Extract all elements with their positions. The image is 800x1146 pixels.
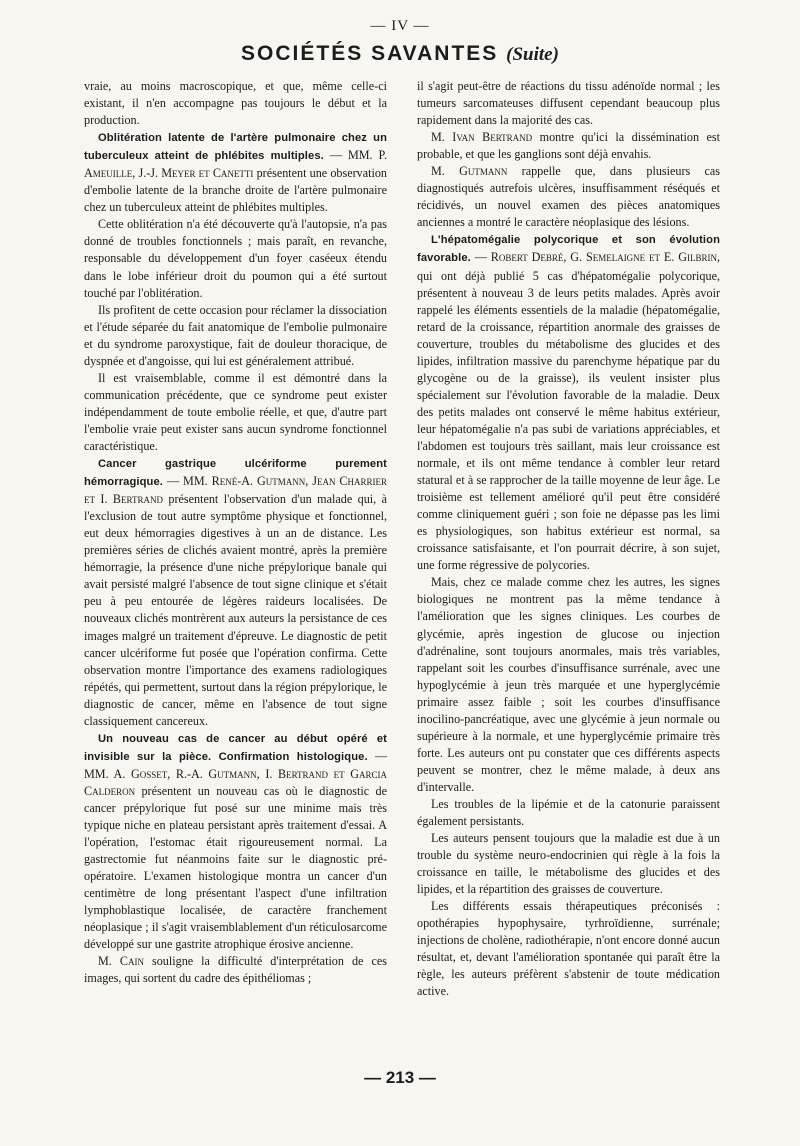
section-text: présentent l'observation d'un malade qui, à l'exclusion de tout autre symptôme physique et fonctionnel, eut deux hémorragies digestives à un an de distance. Les premières séries de clichés avaient montré, après la première hémorragie, la présence d'une niche prépylorique banale qui avait persisté malgré l'absence de tout signe clinique et s'était peu à peu entourée de légères raideurs localisées. De nouveaux clichés montrèrent aux auteurs la persistance de ces images malgré un traitement d'épreuve. Le diagnostic de petit cancer ulcériforme fut posée que l'opération confirma. Cette observation montre l'importance des examens radiologiques répétés, qui permettent, surtout dans la région prépylorique, le diagnostic de cancer, même en l'absence de tout signe classiquement cancereux.: [84, 492, 387, 728]
paragraph: Les auteurs pensent toujours que la maladie est due à un trouble du système neuro-endocrinien qui règle à la fois la croissance en taille, le métabolisme des glucides et des lipides, et la répartition des graisses de couverture.: [417, 831, 720, 897]
section-heading: L'hépatomégalie polycorique et son évolution favorable.: [417, 234, 720, 265]
paragraph-text: rappelle que, dans plusieurs cas diagnostiqués autrefois ulcères, insuffisamment réséqués et récidivés, un nouvel examen des pièces anatomiques anciennes a montré le caractère néoplasique des lésions.: [417, 164, 720, 230]
section-text: , qui ont déjà publié 5 cas d'hépatomégalie polycorique, présentent à nouveau 3 de leurs petits malades. Après avoir rappelé les éléments essentiels de la maladie (hépatomégalie, retard de la croissance, répartition anormale des graisses de couverture, troubles du métabolisme des glucides et des lipides, infiltration massive du parenchyme hépatique par du glycogène ou de la graisse), ils veulent insister plus spécialement sur l'évolution favorable de la maladie. Deux des petits malades ont conservé le même habitus extérieur, leur hépatomégalie n'a pas subi de variations appréciables, et l'abdomen est toujours très saillant, mais leur croissance est normale, et ils ont même tendance à combler leur retard statural et à se rapprocher de la taille moyenne de leur âge. Le troisième est tellement amélioré qu'il peut être considéré comme cliniquement guéri ; son foie ne dépasse pas les limi es physiologiques, son habitus extérieur est normal, sa croissance satisfaisante, et l'on pourrait décrire, à son sujet, une forme régressive de polycories.: [417, 250, 721, 573]
section-text: présentent un nouveau cas où le diagnostic de cancer prépylorique fut posé sur une minime mais très typique niche en plateau persistant après traitement d'essai. A l'opération, l'estomac était rigoureusement normal. La gastrectomie fut néanmoins faite sur le diagnostic pré-opératoire. L'examen histologique montra un cancer d'un centimètre de long présentant l'aspect d'une infiltration lymphoblastique localisée, de caractère franchement néoplasique ; il s'agit vraisemblablement d'un réticulosarcome développé sur une gastrite atrophique érosive ancienne.: [84, 783, 387, 952]
authors: M. Ivan Bertrand: [431, 130, 533, 145]
page-number: — 213 —: [364, 1068, 436, 1087]
roman-folio: — IV —: [370, 18, 430, 34]
section-paragraph: Un nouveau cas de cancer au début opéré et invisible sur la pièce. Confirmation histologique. — MM. A. Gosset, R.-A. Gutmann, I. Bertrand et Garcia Calderon présentent un nouveau cas où le diagnostic de cancer prépylorique fut posé sur une minime mais très typique niche en plateau persistant après traitement d'essai. A l'opération, l'estomac était rigoureusement normal. La gastrectomie fut néanmoins faite sur le diagnostic pré-opératoire. L'examen histologique montra un cancer d'un centimètre de long présentant l'aspect d'une infiltration lymphoblastique localisée, de caractère franchement néoplasique ; il s'agit vraisemblablement d'un réticulosarcome développé sur une gastrite atrophique érosive ancienne.: [84, 732, 387, 952]
paragraph: vraie, au moins macroscopique, et que, même celle-ci existant, il n'en accompagne pas toujours le début et la production.: [84, 79, 387, 128]
paragraph-text: souligne la difficulté d'interprétation de ces images, qui sortent du cadre des épithéliomas ;: [84, 954, 387, 986]
authors: MM. P. Ameuille, J.-J. Meyer et Canetti: [84, 148, 387, 181]
paragraph: il s'agit peut-être de réactions du tissu adénoïde normal ; les tumeurs sarcomateuses diffusent cependant beaucoup plus rapidement dans la majorité des cas.: [417, 79, 720, 128]
section-heading: Un nouveau cas de cancer au début opéré et invisible sur la pièce. Confirmation histologique.: [84, 732, 387, 763]
paragraph: Les différents essais thérapeutiques préconisés : opothérapies hypophysaire, tyrhroïdienne, surrénale; injections de cholène, radiothérapie, n'ont encore donné aucun résultat, et, devant l'amélioration spontanée qui paraît être la règle, les auteurs préfèrent s'abstenir de toute médication active.: [417, 899, 720, 999]
running-header: [0, 42, 800, 66]
section-paragraph: Cancer gastrique ulcériforme purement hémorragique. — MM. René-A. Gutmann, Jean Charrier et I. Bertrand présentent l'observation d'un malade qui, à l'exclusion de tout autre symptôme physique et fonctionnel, eut deux hémorragies digestives à un an de distance. Les premières séries de clichés avaient montré, après la première hémorragie, la présence d'une niche prépylorique banale qui avait persisté malgré l'absence de tout signe clinique et s'était peu à peu entourée de légères raideurs localisées. De nouveaux clichés montrèrent aux auteurs la persistance de ces images malgré un traitement d'épreuve. Le diagnostic de petit cancer ulcériforme fut posée que l'opération confirma. Cette observation montre l'importance des examens radiologiques répétés, qui permettent, surtout dans la région prépylorique, le diagnostic de cancer, même en l'absence de tout signe classiquement cancereux.: [84, 458, 387, 728]
authors: MM. René-A. Gutmann, Jean Charrier et I. Bertrand: [84, 474, 387, 507]
paragraph: Ils profitent de cette occasion pour réclamer la dissociation et l'étude séparée du fait anatomique de l'embolie pulmonaire et du syndrome paroxystique, fait de douleur thoracique, de dyspnée et d'angoisse, qui lui est généralement attribué.: [84, 302, 387, 368]
paragraph: Mais, chez ce malade comme chez les autres, les signes biologiques ne montrent pas la même tendance à l'amélioration que les signes cliniques. Les courbes de glycémie, après ingestion de glucose ou injection d'adrénaline, sont toujours anormales, mais très variables, rappelant soit les courbes d'insuffisance surrénale, avec une hypoglycémie à jeun très marquée et une hyperglycémie primaire assez faible ; soit les courbes d'insuffisance inocilino-pancréatique, avec une glycémie à jeun normale ou supérieure à la normale, et une hyperglycémie primaire très forte. Les auteurs ont pu constater que ces différents aspects peuvent se montrer, chez le même malade, à deux ans d'intervalle.: [417, 575, 720, 794]
authors: Robert Debré, G. Semelaigne et E. Gilbrin: [490, 250, 717, 265]
paragraph: [417, 163, 720, 231]
section-paragraph: Oblitération latente de l'artère pulmonaire chez un tuberculeux atteint de phlébites multiples. — MM. P. Ameuille, J.-J. Meyer et Canetti présentent une observation d'embolie latente de la branche droite de l'artère pulmonaire chez un tuberculeux atteint de phlébites multiples.: [84, 132, 387, 215]
paragraph: [84, 953, 387, 987]
paragraph: Les troubles de la lipémie et de la catonurie paraissent également persistants.: [417, 796, 720, 829]
paragraph: Cette oblitération n'a été découverte qu'à l'autopsie, n'a pas donné de troubles fonctionnels ; mais paraît, en revanche, responsable du développement d'un foyer caséeux étendu dans le lobe inférieur droit du poumon qui a été surtout touché par l'oblitération.: [84, 217, 387, 300]
section-heading: Oblitération latente de l'artère pulmonaire chez un tuberculeux atteint de phlébites multiples.: [84, 132, 387, 163]
paragraph-text: montre qu'ici la dissémination est probable, et que les ganglions sont déjà envahis.: [417, 130, 721, 162]
header-title: SOCIÉTÉS SAVANTES: [241, 42, 499, 65]
left-column: [84, 78, 387, 987]
section-text: présentent une observation d'embolie latente de la branche droite de l'artère pulmonaire chez un tuberculeux atteint de phlébites multiples.: [84, 166, 387, 215]
authors: M. Gutmann: [431, 164, 508, 179]
paragraph: Il est vraisemblable, comme il est démontré dans la communication précédente, que ce syndrome peut exister indépendamment de toute embolie réelle, et que, d'autre part l'embolie vraie peut exister sans aucun syndrome fonctionnel caractéristique.: [84, 370, 387, 453]
header-suite: (Suite): [506, 44, 559, 65]
authors: M. Cain: [98, 954, 144, 969]
authors: MM. A. Gosset, R.-A. Gutmann, I. Bertrand et Garcia Calderon: [84, 766, 387, 798]
right-column: [417, 78, 720, 1001]
section-paragraph: L'hépatomégalie polycorique et son évolution favorable. — Robert Debré, G. Semelaigne et E. Gilbrin, qui ont déjà publié 5 cas d'hépatomégalie polycorique, présentent à nouveau 3 de leurs petits malades. Après avoir rappelé les éléments essentiels de la maladie (hépatomégalie, retard de la croissance, répartition anormale des graisses de couverture, troubles du métabolisme des glucides et des lipides, infiltration massive du parenchyme hépatique par du glycogène ou de la graisse), ils veulent insister plus spécialement sur l'évolution favorable de la maladie. Deux des petits malades ont conservé le même habitus extérieur, leur hépatomégalie n'a pas subi de variations appréciables, et l'abdomen est toujours très saillant, mais leur croissance est normale, et ils ont même tendance à combler leur retard statural et à se rapprocher de la taille moyenne de leur âge. Le troisième est tellement amélioré qu'il peut être considéré comme cliniquement guéri ; son foie ne dépasse pas les limi es physiologiques, son habitus extérieur est normal, sa croissance satisfaisante, et l'on pourrait décrire, à son sujet, une forme régressive de polycories.: [417, 234, 721, 573]
section-heading: Cancer gastrique ulcériforme purement hémorragique.: [84, 458, 387, 489]
paragraph: [417, 129, 720, 163]
